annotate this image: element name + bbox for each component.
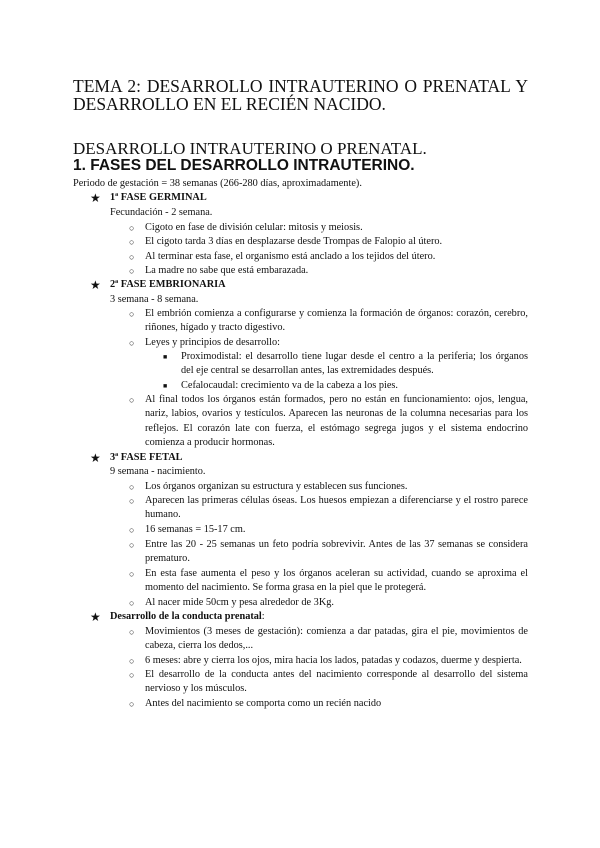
circle-bullet-icon: ○ [129, 309, 135, 319]
phase-embrionaria-heading: 2ª FASE EMBRIONARIA [110, 279, 226, 290]
circle-bullet-icon: ○ [129, 540, 135, 550]
phase-fetal-subtitle: 9 semana - nacimiento. [110, 466, 206, 477]
square-bullet-icon: ■ [163, 382, 168, 390]
list-item: En esta fase aumenta el peso y los órganos aceleran su actividad, cuando se aproxima el momento del nacimiento. Se forma grasa en la piel que le protegerá. [145, 568, 528, 594]
phase-embrionaria-subtitle: 3 semana - 8 semana. [110, 294, 199, 305]
conducta-heading-colon: : [261, 611, 265, 622]
list-item: 6 meses: abre y cierra los ojos, mira hacia los lados, patadas y codazos, duerme y despierta. [145, 655, 522, 666]
list-item: 16 semanas = 15-17 cm. [145, 524, 246, 535]
circle-bullet-icon: ○ [129, 395, 135, 405]
list-item: Al nacer mide 50cm y pesa alrededor de 3Kg. [145, 597, 334, 608]
list-item: Los órganos organizan su estructura y establecen sus funciones. [145, 481, 408, 492]
sub-list-item: Cefalocaudal: crecimiento va de la cabeza a los pies. [181, 380, 398, 391]
sub-list-item: Proximodistal: el desarrollo tiene lugar desde el centro a la periferia; los órganos del eje central se desarrollan antes, las extremidades después. [181, 351, 528, 377]
list-item: El cigoto tarda 3 días en desplazarse desde Trompas de Falopio al útero. [145, 236, 443, 247]
circle-bullet-icon: ○ [129, 598, 135, 608]
subsection-title: 1. FASES DEL DESARROLLO INTRAUTERINO. [73, 157, 415, 174]
list-item: Antes del nacimiento se comporta como un recién nacido [145, 698, 382, 709]
document-title-line-2: DESARROLLO EN EL RECIÉN NACIDO. [73, 94, 386, 114]
section-title: DESARROLLO INTRAUTERINO O PRENATAL. [73, 139, 427, 158]
star-bullet-icon: ★ [90, 278, 101, 292]
list-item: Al final todos los órganos están formados, pero no están en funcionamiento: ojos, lengua, nariz, labios, ovarios y testículos. Aparecen las neuronas de la columna necesarias para los reflejos. El corazón late con fuerza, el estómago segrega jugos y el sistema endocrino comienza a producir hormonas. [145, 394, 528, 449]
circle-bullet-icon: ○ [129, 656, 135, 666]
star-bullet-icon: ★ [90, 610, 101, 624]
list-item: El embrión comienza a configurarse y comienza la formación de órganos: corazón, cerebro, riñones, hígado y tracto digestivo. [145, 308, 528, 334]
list-item: Movimientos (3 meses de gestación): comienza a dar patadas, gira el pie, movimientos de cabeza, cierra los dedos,... [145, 626, 528, 652]
circle-bullet-icon: ○ [129, 223, 135, 233]
star-bullet-icon: ★ [90, 451, 101, 465]
list-item: Aparecen las primeras células óseas. Los huesos empiezan a diferenciarse y el rostro parece humano. [145, 495, 528, 521]
list-item: La madre no sabe que está embarazada. [145, 265, 309, 276]
circle-bullet-icon: ○ [129, 496, 135, 506]
list-item: Leyes y principios de desarrollo: [145, 337, 280, 348]
list-item: Cigoto en fase de división celular: mitosis y meiosis. [145, 222, 363, 233]
conducta-heading [110, 610, 265, 624]
square-bullet-icon: ■ [163, 353, 168, 361]
list-item: El desarrollo de la conducta antes del nacimiento corresponde al desarrollo del sistema nervioso y los músculos. [145, 669, 528, 695]
circle-bullet-icon: ○ [129, 670, 135, 680]
circle-bullet-icon: ○ [129, 338, 135, 348]
circle-bullet-icon: ○ [129, 627, 135, 637]
document-title-line-1: TEMA 2: DESARROLLO INTRAUTERINO O PRENATAL Y [73, 76, 528, 96]
phase-germinal-subtitle: Fecundación - 2 semana. [110, 207, 213, 218]
circle-bullet-icon: ○ [129, 252, 135, 262]
circle-bullet-icon: ○ [129, 525, 135, 535]
circle-bullet-icon: ○ [129, 569, 135, 579]
star-bullet-icon: ★ [90, 191, 101, 205]
circle-bullet-icon: ○ [129, 266, 135, 276]
circle-bullet-icon: ○ [129, 237, 135, 247]
phase-fetal-heading: 3ª FASE FETAL [110, 452, 183, 463]
circle-bullet-icon: ○ [129, 699, 135, 709]
gestation-period: Periodo de gestación = 38 semanas (266-280 días, aproximadamente). [73, 178, 362, 189]
conducta-heading-text: Desarrollo de la conducta prenatal [110, 611, 262, 622]
phase-germinal-heading: 1ª FASE GERMINAL [110, 192, 207, 203]
list-item: Al terminar esta fase, el organismo está anclado a los tejidos del útero. [145, 251, 436, 262]
list-item: Entre las 20 - 25 semanas un feto podría sobrevivir. Antes de las 37 semanas se considera prematuro. [145, 539, 528, 565]
circle-bullet-icon: ○ [129, 482, 135, 492]
